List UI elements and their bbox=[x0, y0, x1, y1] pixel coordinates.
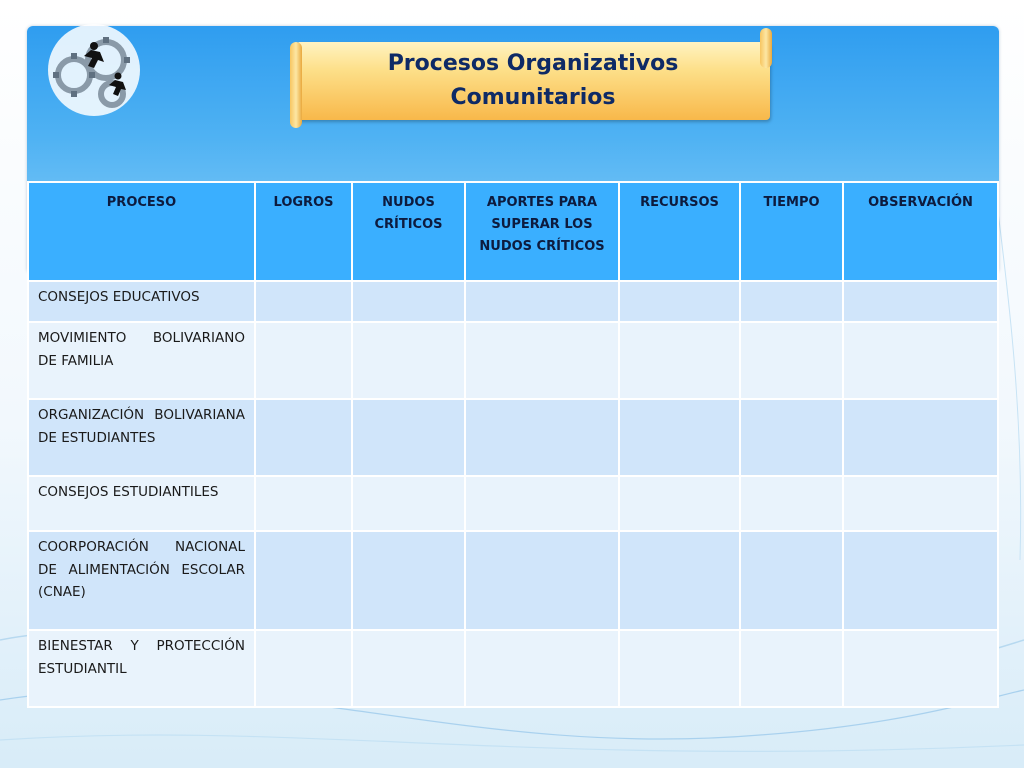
table-row bbox=[28, 399, 998, 476]
cell-aportes[interactable] bbox=[465, 630, 619, 707]
cell-nudos-criticos[interactable] bbox=[352, 630, 465, 707]
column-header-tiempo: TIEMPO bbox=[740, 182, 843, 281]
cell-proceso: COORPORACIÓN NACIONAL DE ALIMENTACIÓN ESCOLAR (CNAE) bbox=[28, 531, 255, 630]
column-header-proceso: PROCESO bbox=[28, 182, 255, 281]
cell-tiempo[interactable] bbox=[740, 630, 843, 707]
cell-nudos-criticos[interactable] bbox=[352, 281, 465, 322]
cell-observacion[interactable] bbox=[843, 630, 998, 707]
column-header-observacion: OBSERVACIÓN bbox=[843, 182, 998, 281]
cell-nudos-criticos[interactable] bbox=[352, 476, 465, 531]
cell-observacion[interactable] bbox=[843, 399, 998, 476]
cell-recursos[interactable] bbox=[619, 531, 740, 630]
table-header-row bbox=[28, 182, 998, 281]
cell-nudos-criticos[interactable] bbox=[352, 399, 465, 476]
cell-tiempo[interactable] bbox=[740, 322, 843, 399]
cell-logros[interactable] bbox=[255, 531, 352, 630]
cell-logros[interactable] bbox=[255, 322, 352, 399]
column-header-recursos: RECURSOS bbox=[619, 182, 740, 281]
cell-logros[interactable] bbox=[255, 399, 352, 476]
cell-aportes[interactable] bbox=[465, 281, 619, 322]
cell-logros[interactable] bbox=[255, 281, 352, 322]
cell-tiempo[interactable] bbox=[740, 281, 843, 322]
slide-title-line1: Procesos Organizativos bbox=[387, 51, 679, 76]
cell-proceso: BIENESTAR Y PROTECCIÓN ESTUDIANTIL bbox=[28, 630, 255, 707]
cell-nudos-criticos[interactable] bbox=[352, 531, 465, 630]
cell-aportes[interactable] bbox=[465, 531, 619, 630]
cell-recursos[interactable] bbox=[619, 476, 740, 531]
cell-logros[interactable] bbox=[255, 476, 352, 531]
table-row bbox=[28, 476, 998, 531]
cell-recursos[interactable] bbox=[619, 322, 740, 399]
cell-tiempo[interactable] bbox=[740, 399, 843, 476]
process-table bbox=[27, 181, 999, 708]
column-header-nudos-criticos: NUDOS CRÍTICOS bbox=[352, 182, 465, 281]
cell-observacion[interactable] bbox=[843, 322, 998, 399]
cell-proceso: CONSEJOS EDUCATIVOS bbox=[28, 281, 255, 322]
cell-observacion[interactable] bbox=[843, 476, 998, 531]
cell-proceso: ORGANIZACIÓN BOLIVARIANA DE ESTUDIANTES bbox=[28, 399, 255, 476]
cell-tiempo[interactable] bbox=[740, 476, 843, 531]
table-row bbox=[28, 630, 998, 707]
gears-logo-icon bbox=[44, 20, 144, 120]
table-row bbox=[28, 322, 998, 399]
slide-title bbox=[296, 44, 770, 118]
cell-recursos[interactable] bbox=[619, 630, 740, 707]
cell-proceso: MOVIMIENTO BOLIVARIANO DE FAMILIA bbox=[28, 322, 255, 399]
cell-logros[interactable] bbox=[255, 630, 352, 707]
cell-proceso: CONSEJOS ESTUDIANTILES bbox=[28, 476, 255, 531]
cell-tiempo[interactable] bbox=[740, 531, 843, 630]
column-header-logros: LOGROS bbox=[255, 182, 352, 281]
table-row bbox=[28, 281, 998, 322]
cell-observacion[interactable] bbox=[843, 281, 998, 322]
cell-aportes[interactable] bbox=[465, 476, 619, 531]
title-scroll bbox=[290, 28, 772, 124]
column-header-aportes: APORTES PARA SUPERAR LOS NUDOS CRÍTICOS bbox=[465, 182, 619, 281]
cell-recursos[interactable] bbox=[619, 399, 740, 476]
slide-title-line2: Comunitarios bbox=[450, 85, 616, 110]
cell-aportes[interactable] bbox=[465, 322, 619, 399]
cell-nudos-criticos[interactable] bbox=[352, 322, 465, 399]
cell-observacion[interactable] bbox=[843, 531, 998, 630]
cell-recursos[interactable] bbox=[619, 281, 740, 322]
cell-aportes[interactable] bbox=[465, 399, 619, 476]
table-row bbox=[28, 531, 998, 630]
